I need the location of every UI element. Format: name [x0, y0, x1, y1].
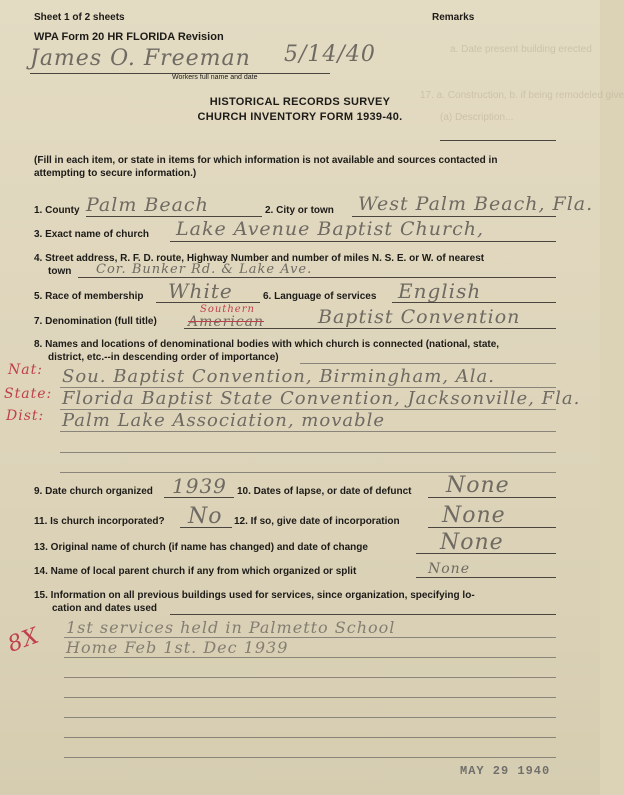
item-4-label-2: town	[48, 266, 72, 277]
item-4-value: Cor. Bunker Rd. & Lake Ave.	[96, 262, 313, 277]
item-15-line-0	[170, 614, 556, 615]
instructions-line-1: (Fill in each item, or state in items for which information is not available and sources contacted in	[34, 155, 498, 166]
item-11-line	[180, 527, 232, 528]
item-3-line	[170, 241, 556, 242]
item-8-line-4	[60, 452, 556, 453]
item-2-value: West Palm Beach, Fla.	[358, 193, 594, 215]
item-10-line	[428, 497, 556, 498]
item-8-line-3	[60, 431, 556, 432]
item-1-line	[86, 216, 262, 217]
worker-signature: James O. Freeman	[30, 46, 251, 71]
item-15-line-4	[64, 697, 556, 698]
item-6-value: English	[398, 279, 482, 303]
item-4-line	[78, 277, 556, 278]
item-2-label: 2. City or town	[265, 205, 334, 216]
date-stamp: MAY 29 1940	[460, 764, 551, 778]
item-8-row-2: Florida Baptist State Convention, Jacksonville, Fla.	[62, 388, 581, 409]
item-6-label: 6. Language of services	[263, 291, 377, 302]
remarks-heading: Remarks	[432, 12, 475, 23]
item-2-line	[352, 216, 556, 217]
item-15-label-2: cation and dates used	[52, 603, 158, 614]
form-id: WPA Form 20 HR FLORIDA Revision	[34, 31, 224, 43]
item-1-value: Palm Beach	[86, 194, 209, 216]
item-10-value: None	[446, 473, 510, 498]
item-9-value: 1939	[172, 474, 227, 498]
item-14-value: None	[428, 561, 470, 577]
item-3-label: 3. Exact name of church	[34, 229, 150, 240]
item-12-label: 12. If so, give date of incorporation	[234, 516, 400, 527]
item-8-tag-state: State:	[4, 386, 53, 402]
item-7-struck: American	[188, 314, 265, 330]
item-15-line-3	[64, 677, 556, 678]
item-8-row-1: Sou. Baptist Convention, Birmingham, Ala.	[62, 366, 495, 387]
item-13-value: None	[440, 530, 504, 555]
item-8-label: 8. Names and locations of denominational bodies with which church is connected (national, state,	[34, 339, 500, 350]
item-8-row-3: Palm Lake Association, movable	[62, 410, 386, 431]
item-3-value: Lake Avenue Baptist Church,	[176, 218, 485, 240]
item-8-tag-national: Nat:	[8, 362, 43, 378]
item-8-label-2: district, etc.--in descending order of importance)	[48, 352, 279, 363]
item-8-tag-district: Dist:	[6, 408, 45, 424]
bleed-through-text: a. Date present building erected	[450, 44, 592, 55]
item-12-value: None	[442, 503, 506, 528]
item-15-value-1: 1st services held in Palmetto School	[66, 618, 396, 637]
item-15-line-5	[64, 717, 556, 718]
remarks-line	[440, 140, 556, 141]
item-13-label: 13. Original name of church (if name has changed) and date of change	[34, 542, 368, 553]
item-7-value: Baptist Convention	[318, 306, 521, 328]
item-6-line	[392, 302, 556, 303]
item-15-line-6	[64, 737, 556, 738]
item-9-label: 9. Date church organized	[34, 486, 153, 497]
item-4-label: 4. Street address, R. F. D. route, Highway Number and number of miles N. S. E. or W. of nearest	[34, 253, 485, 264]
title-line-2: CHURCH INVENTORY FORM 1939-40.	[197, 111, 403, 123]
item-12-line	[428, 527, 556, 528]
item-15-value-2: Home Feb 1st. Dec 1939	[66, 638, 289, 657]
bleed-through-text: (a) Description...	[440, 112, 514, 123]
item-11-label: 11. Is church incorporated?	[34, 516, 165, 527]
item-5-line	[156, 302, 260, 303]
instructions-line-2: attempting to secure information.)	[34, 168, 197, 179]
worker-date: 5/14/40	[284, 42, 376, 67]
item-5-label: 5. Race of membership	[34, 291, 144, 302]
item-14-label: 14. Name of local parent church if any from which organized or split	[34, 566, 357, 577]
item-8-line-0	[300, 363, 556, 364]
item-15-line-2	[64, 657, 556, 658]
margin-mark: 8X	[4, 623, 43, 658]
item-11-value: No	[188, 504, 223, 529]
title-line-1: HISTORICAL RECORDS SURVEY	[209, 96, 391, 108]
bleed-through-text: 17. a. Construction, b. if being remodeled give	[420, 90, 624, 101]
worker-caption: Workers full name and date	[172, 74, 258, 81]
item-14-line	[416, 577, 556, 578]
item-9-line	[164, 497, 234, 498]
item-7-inserted: Southern	[200, 304, 255, 315]
item-1-label: 1. County	[34, 205, 80, 216]
item-13-line	[416, 553, 556, 554]
item-15-line-7	[64, 757, 556, 758]
sheet-count: Sheet 1 of 2 sheets	[34, 12, 125, 23]
item-15-label: 15. Information on all previous buildings used for services, since organization, specifying lo-	[34, 590, 475, 601]
item-5-value: White	[168, 279, 233, 303]
item-7-label: 7. Denomination (full title)	[34, 316, 157, 327]
item-10-label: 10. Dates of lapse, or date of defunct	[237, 486, 412, 497]
item-7-line	[184, 328, 556, 329]
